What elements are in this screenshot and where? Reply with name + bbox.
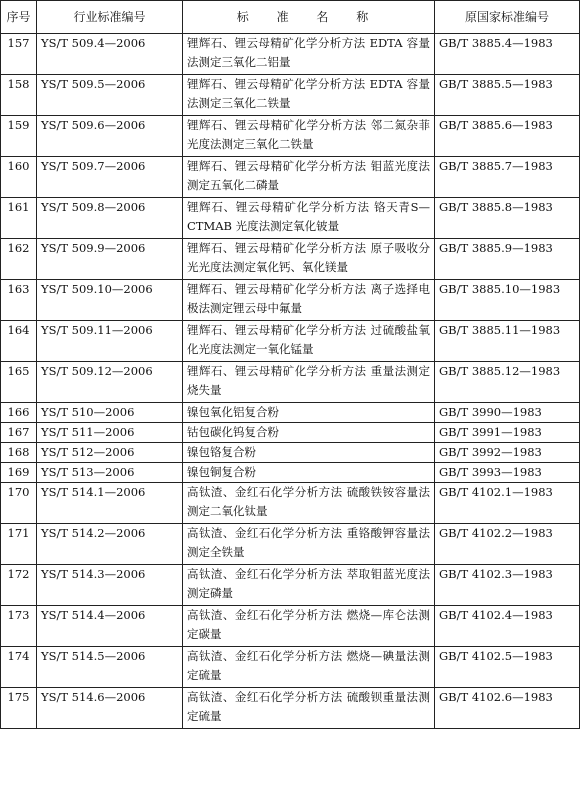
table-row — [1, 75, 580, 116]
seq-cell: 161 — [1, 198, 37, 239]
code-cell: YS/T 509.7—2006 — [37, 157, 183, 198]
table-row — [1, 198, 580, 239]
code-cell: YS/T 509.6—2006 — [37, 116, 183, 157]
name-cell: 锂辉石、锂云母精矿化学分析方法 邻二氮杂菲光度法测定三氧化二铁量 — [183, 116, 435, 157]
code-cell: YS/T 509.5—2006 — [37, 75, 183, 116]
orig-cell: GB/T 3885.12—1983 — [435, 362, 580, 403]
orig-cell: GB/T 4102.4—1983 — [435, 606, 580, 647]
code-cell: YS/T 509.4—2006 — [37, 34, 183, 75]
table-row — [1, 443, 580, 463]
seq-cell: 157 — [1, 34, 37, 75]
name-cell: 锂辉石、锂云母精矿化学分析方法 离子选择电极法测定锂云母中氟量 — [183, 280, 435, 321]
orig-cell: GB/T 3993—1983 — [435, 463, 580, 483]
name-cell: 锂辉石、锂云母精矿化学分析方法 重量法测定烧失量 — [183, 362, 435, 403]
name-cell: 镍包铜复合粉 — [183, 463, 435, 483]
code-cell: YS/T 514.6—2006 — [37, 688, 183, 729]
table-row — [1, 565, 580, 606]
name-cell: 高钛渣、金红石化学分析方法 萃取钼蓝光度法测定磷量 — [183, 565, 435, 606]
seq-cell: 170 — [1, 483, 37, 524]
table-row — [1, 403, 580, 423]
header-code: 行业标准编号 — [37, 1, 183, 34]
code-cell: YS/T 509.8—2006 — [37, 198, 183, 239]
name-cell: 锂辉石、锂云母精矿化学分析方法 过硫酸盐氧化光度法测定一氧化锰量 — [183, 321, 435, 362]
orig-cell: GB/T 3885.10—1983 — [435, 280, 580, 321]
code-cell: YS/T 514.4—2006 — [37, 606, 183, 647]
seq-cell: 159 — [1, 116, 37, 157]
seq-cell: 169 — [1, 463, 37, 483]
table-row — [1, 280, 580, 321]
header-seq: 序号 — [1, 1, 37, 34]
name-cell: 锂辉石、锂云母精矿化学分析方法 铬天青S—CTMAB 光度法测定氧化铍量 — [183, 198, 435, 239]
seq-cell: 174 — [1, 647, 37, 688]
code-cell: YS/T 514.1—2006 — [37, 483, 183, 524]
code-cell: YS/T 509.12—2006 — [37, 362, 183, 403]
table-row — [1, 362, 580, 403]
code-cell: YS/T 514.3—2006 — [37, 565, 183, 606]
table-row — [1, 688, 580, 729]
seq-cell: 160 — [1, 157, 37, 198]
name-cell: 镍包铬复合粉 — [183, 443, 435, 463]
name-cell: 锂辉石、锂云母精矿化学分析方法 钼蓝光度法测定五氧化二磷量 — [183, 157, 435, 198]
orig-cell: GB/T 3885.9—1983 — [435, 239, 580, 280]
table-row — [1, 239, 580, 280]
orig-cell: GB/T 3885.4—1983 — [435, 34, 580, 75]
orig-cell: GB/T 4102.6—1983 — [435, 688, 580, 729]
table-row — [1, 463, 580, 483]
code-cell: YS/T 509.9—2006 — [37, 239, 183, 280]
table-row — [1, 483, 580, 524]
orig-cell: GB/T 4102.2—1983 — [435, 524, 580, 565]
name-cell: 锂辉石、锂云母精矿化学分析方法 原子吸收分光光度法测定氧化钙、氧化镁量 — [183, 239, 435, 280]
orig-cell: GB/T 3991—1983 — [435, 423, 580, 443]
table-row — [1, 34, 580, 75]
name-cell: 锂辉石、锂云母精矿化学分析方法 EDTA 容量法测定三氧化二铝量 — [183, 34, 435, 75]
code-cell: YS/T 509.10—2006 — [37, 280, 183, 321]
seq-cell: 166 — [1, 403, 37, 423]
seq-cell: 163 — [1, 280, 37, 321]
name-cell: 锂辉石、锂云母精矿化学分析方法 EDTA 容量法测定三氧化二铁量 — [183, 75, 435, 116]
seq-cell: 172 — [1, 565, 37, 606]
table-row — [1, 524, 580, 565]
orig-cell: GB/T 3885.5—1983 — [435, 75, 580, 116]
seq-cell: 171 — [1, 524, 37, 565]
code-cell: YS/T 514.5—2006 — [37, 647, 183, 688]
seq-cell: 167 — [1, 423, 37, 443]
table-row — [1, 606, 580, 647]
orig-cell: GB/T 3885.8—1983 — [435, 198, 580, 239]
name-cell: 高钛渣、金红石化学分析方法 硫酸铁铵容量法测定二氧化钛量 — [183, 483, 435, 524]
orig-cell: GB/T 3992—1983 — [435, 443, 580, 463]
seq-cell: 175 — [1, 688, 37, 729]
table-header-row — [1, 1, 580, 34]
name-cell: 高钛渣、金红石化学分析方法 燃烧—碘量法测定硫量 — [183, 647, 435, 688]
code-cell: YS/T 510—2006 — [37, 403, 183, 423]
code-cell: YS/T 513—2006 — [37, 463, 183, 483]
code-cell: YS/T 512—2006 — [37, 443, 183, 463]
orig-cell: GB/T 3885.7—1983 — [435, 157, 580, 198]
table-row — [1, 321, 580, 362]
header-orig: 原国家标准编号 — [435, 1, 580, 34]
seq-cell: 164 — [1, 321, 37, 362]
code-cell: YS/T 511—2006 — [37, 423, 183, 443]
orig-cell: GB/T 3990—1983 — [435, 403, 580, 423]
table-row — [1, 423, 580, 443]
name-cell: 钴包碳化钨复合粉 — [183, 423, 435, 443]
code-cell: YS/T 514.2—2006 — [37, 524, 183, 565]
seq-cell: 158 — [1, 75, 37, 116]
orig-cell: GB/T 3885.11—1983 — [435, 321, 580, 362]
seq-cell: 165 — [1, 362, 37, 403]
name-cell: 高钛渣、金红石化学分析方法 硫酸钡重量法测定硫量 — [183, 688, 435, 729]
orig-cell: GB/T 4102.5—1983 — [435, 647, 580, 688]
header-name: 标 准 名 称 — [183, 1, 435, 34]
orig-cell: GB/T 4102.3—1983 — [435, 565, 580, 606]
seq-cell: 168 — [1, 443, 37, 463]
table-row — [1, 647, 580, 688]
orig-cell: GB/T 3885.6—1983 — [435, 116, 580, 157]
name-cell: 高钛渣、金红石化学分析方法 燃烧—库仑法测定碳量 — [183, 606, 435, 647]
table-row — [1, 116, 580, 157]
seq-cell: 173 — [1, 606, 37, 647]
seq-cell: 162 — [1, 239, 37, 280]
name-cell: 高钛渣、金红石化学分析方法 重铬酸钾容量法测定全铁量 — [183, 524, 435, 565]
code-cell: YS/T 509.11—2006 — [37, 321, 183, 362]
name-cell: 镍包氧化铝复合粉 — [183, 403, 435, 423]
orig-cell: GB/T 4102.1—1983 — [435, 483, 580, 524]
table-row — [1, 157, 580, 198]
